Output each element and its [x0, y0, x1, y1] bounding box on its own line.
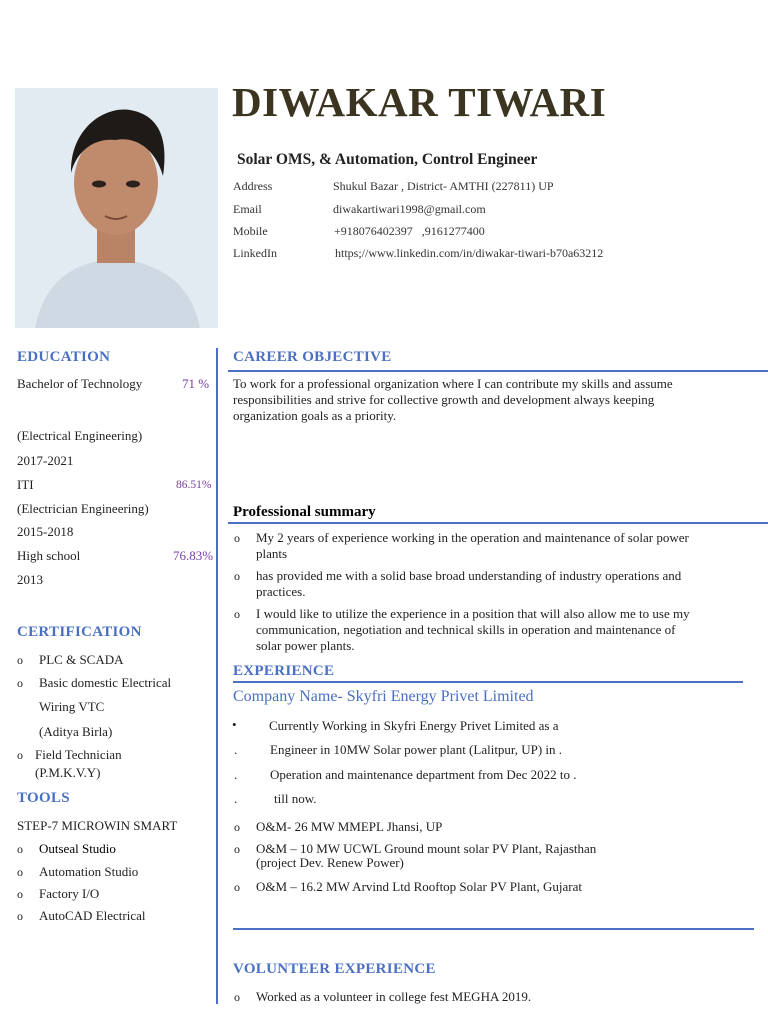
experience-heading: EXPERIENCE: [233, 663, 335, 679]
summary-bullet-2: has provided me with a solid base broad understanding of industry operations and: [256, 568, 682, 583]
education-degree-percent: 71 %: [182, 376, 210, 391]
certification-item-domestic-line2: Wiring VTC: [39, 699, 105, 714]
bullet-marker: o: [17, 676, 23, 690]
summary-bullet-2-cont: practices.: [256, 584, 306, 599]
project-item-cont: (project Dev. Renew Power): [256, 855, 404, 870]
education-iti-years: 2015-2018: [17, 524, 74, 539]
education-iti-branch: (Electrician Engineering): [17, 501, 149, 516]
project-item: O&M- 26 MW MMEPL Jhansi, UP: [256, 819, 443, 834]
experience-line: till now.: [274, 791, 317, 806]
summary-underline: [228, 522, 768, 524]
certification-item-domestic: Basic domestic Electrical: [39, 675, 172, 690]
education-heading: EDUCATION: [17, 349, 111, 365]
project-item: O&M – 16.2 MW Arvind Ltd Rooftop Solar PV Plant, Gujarat: [256, 879, 582, 894]
bullet-marker: o: [234, 820, 240, 834]
contact-label-mobile: Mobile: [233, 224, 268, 238]
avatar: [15, 88, 218, 328]
summary-bullet-3-cont2: solar power plants.: [256, 638, 355, 653]
candidate-name: DIWAKAR TIWARI: [232, 79, 607, 125]
contact-value-linkedin[interactable]: https;//www.linkedin.com/in/diwakar-tiwari-b70a63212: [335, 246, 604, 260]
education-iti: ITI: [17, 477, 34, 492]
bullet-marker: o: [17, 865, 23, 879]
education-school: High school: [17, 548, 81, 563]
bullet-marker: o: [17, 842, 23, 856]
summary-heading: Professional summary: [233, 504, 376, 520]
bullet-marker: o: [234, 880, 240, 894]
summary-bullet-1: My 2 years of experience working in the operation and maintenance of solar power: [256, 530, 689, 545]
experience-line-mark: .: [234, 767, 238, 782]
objective-line: responsibilities and strive for collective growth and development always keeping: [233, 392, 655, 407]
education-school-year: 2013: [17, 572, 43, 587]
tools-item: Factory I/O: [39, 886, 100, 901]
education-degree: Bachelor of Technology: [17, 376, 143, 391]
project-item: O&M – 10 MW UCWL Ground mount solar PV Plant, Rajasthan: [256, 841, 597, 856]
education-degree-branch: (Electrical Engineering): [17, 428, 143, 443]
objective-heading: CAREER OBJECTIVE: [233, 349, 392, 365]
volunteer-heading: VOLUNTEER EXPERIENCE: [233, 961, 436, 977]
experience-end-line: [233, 928, 754, 930]
contact-value-address: Shukul Bazar , District- AMTHI (227811) UP: [333, 179, 554, 193]
experience-line-mark: .: [234, 742, 238, 757]
experience-line: Engineer in 10MW Solar power plant (Lalitpur, UP) in .: [270, 742, 563, 757]
bullet-marker: o: [234, 607, 240, 621]
education-iti-percent: 86.51%: [176, 479, 212, 491]
bullet-dot: •: [232, 717, 237, 732]
bullet-marker: o: [234, 990, 240, 1004]
company-name: Company Name- Skyfri Energy Privet Limited: [233, 688, 534, 705]
contact-label-linkedin: LinkedIn: [233, 246, 277, 260]
tools-heading: TOOLS: [17, 790, 70, 806]
education-school-percent: 76.83%: [173, 548, 214, 563]
objective-line: organization goals as a priority.: [233, 408, 397, 423]
objective-line: To work for a professional organization where I can contribute my skills and assume: [233, 376, 673, 391]
summary-bullet-3: I would like to utilize the experience in a position that will also allow me to use my: [256, 606, 690, 621]
bullet-marker: o: [234, 842, 240, 856]
experience-line-mark: .: [234, 791, 238, 806]
certification-item-field-tech: Field Technician: [35, 747, 122, 762]
tools-item: AutoCAD Electrical: [39, 908, 146, 923]
experience-line: Operation and maintenance department from Dec 2022 to .: [270, 767, 577, 782]
education-degree-years: 2017-2021: [17, 453, 74, 468]
bullet-marker: o: [17, 909, 23, 923]
contact-label-email: Email: [233, 202, 262, 216]
certification-heading: CERTIFICATION: [17, 624, 142, 640]
contact-value-email[interactable]: diwakartiwari1998@gmail.com: [333, 202, 486, 216]
experience-underline: [233, 681, 743, 683]
contact-value-mobile: +918076402397 ,9161277400: [334, 224, 485, 238]
certification-item-domestic-line3: (Aditya Birla): [39, 724, 113, 739]
contact-label-address: Address: [233, 179, 273, 193]
profile-photo: [15, 88, 218, 328]
bullet-marker: o: [17, 653, 23, 667]
objective-underline: [228, 370, 768, 372]
tools-item: Automation Studio: [39, 864, 139, 879]
headline: Solar OMS, & Automation, Control Engineer: [237, 151, 538, 168]
column-divider: [216, 348, 218, 1004]
certification-item-plc: PLC & SCADA: [39, 652, 124, 667]
volunteer-item: Worked as a volunteer in college fest MEGHA 2019.: [256, 989, 532, 1004]
bullet-marker: o: [234, 569, 240, 583]
certification-item-field-tech-line2: (P.M.K.V.Y): [35, 765, 101, 780]
bullet-marker: o: [234, 531, 240, 545]
summary-bullet-3-cont: communication, negotiation and technical skills in operation and maintenance of: [256, 622, 676, 637]
tools-item-step7: STEP-7 MICROWIN SMART: [17, 818, 178, 833]
bullet-marker: o: [17, 748, 23, 762]
tools-item: Outseal Studio: [39, 841, 116, 856]
bullet-marker: o: [17, 887, 23, 901]
summary-bullet-1-cont: plants: [256, 546, 288, 561]
experience-line: Currently Working in Skyfri Energy Privet Limited as a: [269, 718, 559, 733]
